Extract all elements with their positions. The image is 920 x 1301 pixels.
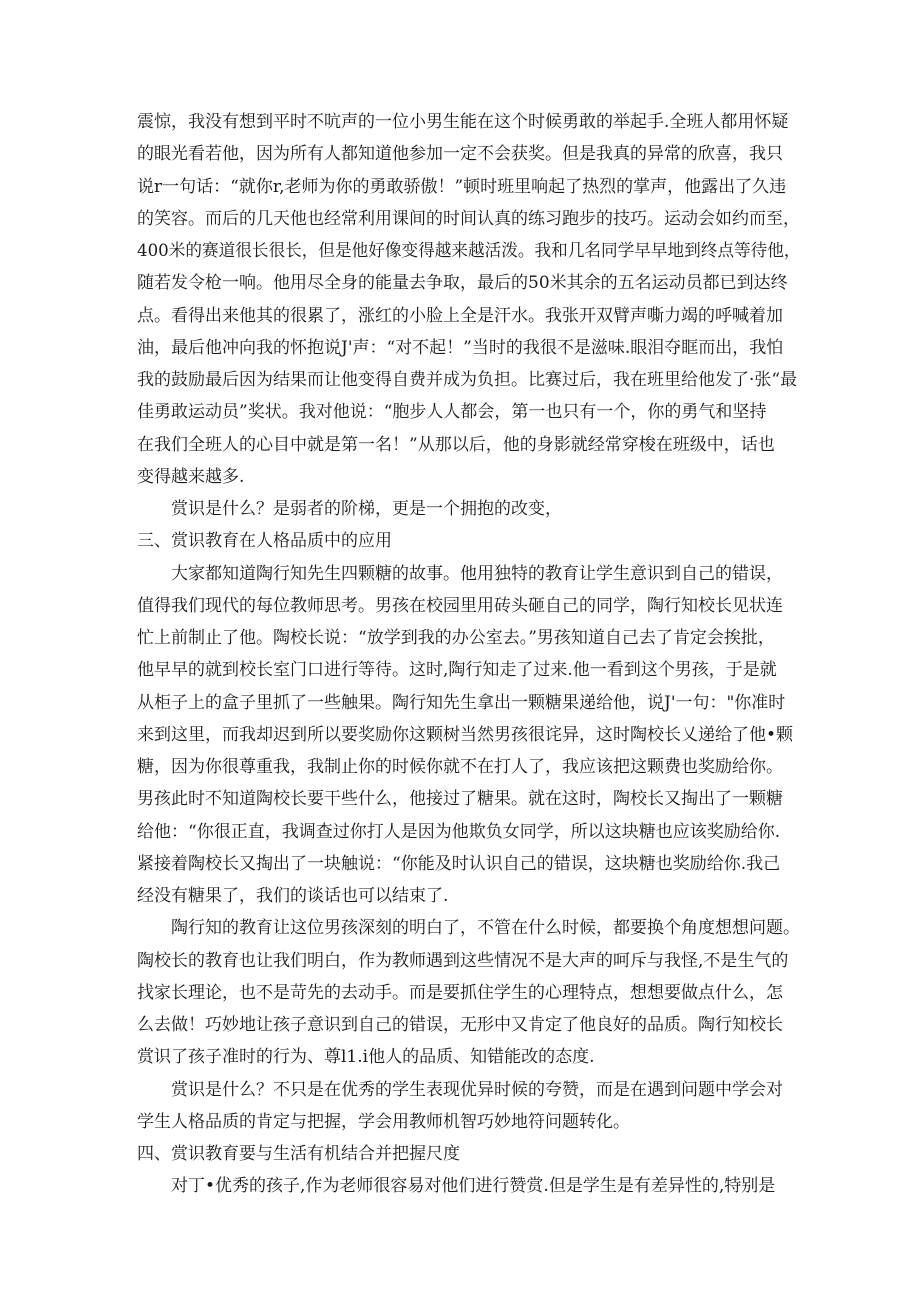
text-line: 赏识是什么？不只是在优秀的学生表现优异时候的夸赞，而是在遇到问题中学会对 <box>171 1079 783 1100</box>
text-line: 赏识了孩子准时的行为、尊l1.i他人的品质、知错能改的态度. <box>137 1047 595 1068</box>
text-line: 说r一句话：“就你r,老师为你的勇敢骄傲！”顿时班里响起了热烈的掌声，他露出了久违 <box>137 176 787 197</box>
text-line: 油，最后他冲向我的怀抱说J'声：“对不起！”当时的我很不是滋味.眼泪夺眶而出，我怕 <box>137 337 784 358</box>
text-line: 他早早的就到校长室门口进行等待。这时,陶行知走了过来.他一看到这个男孩，于是就 <box>137 660 777 681</box>
text-line: 紧接着陶校长又掏出了一块触说：“你能及时认识自己的错误，这块糖也奖励给你.我己 <box>137 853 781 874</box>
text-line: 对丁•优秀的孩子,作为老师很容易对他们进行赞赏.但是学生是有差异性的,特别是 <box>171 1176 776 1197</box>
section-heading <box>137 525 800 557</box>
body-paragraph <box>137 558 800 913</box>
text-line: 的笑容。而后的几天他也经常利用课间的时间认真的练习跑步的技巧。运动会如约而至， <box>137 208 800 229</box>
body-paragraph <box>137 106 800 493</box>
section-heading <box>137 1138 800 1170</box>
text-line: 来到这里，而我却迟到所以要奖励你这颗树当然男孩很诧异，这时陶校长乂递给了他•颗 <box>137 724 794 745</box>
body-paragraph <box>137 1170 800 1202</box>
text-line: 赏识是什么？是弱者的阶梯，更是一个拥抱的改变， <box>171 499 562 519</box>
text-line: 陶行知的教育让这位男孩深刻的明白了，不管在什么时候，都要换个角度想想问题。 <box>171 918 800 939</box>
text-line: 震惊，我没有想到平时不吭声的一位小男生能在这个时候勇敢的举起手.全班人都用怀疑 <box>137 112 789 132</box>
text-line: 经没有糖果了，我们的谈话也可以结束了. <box>137 886 449 906</box>
text-line: 随若发令枪一响。他用尽全身的能量去争取，最后的50米其余的五名运动员都已到达终 <box>137 273 788 294</box>
text-line: 糖，因为你很尊重我，我制止你的时候你就不在打人了，我应该把这颗费也奖励给你。 <box>137 757 783 777</box>
text-line: 四、赏识教育要与生活有机结合并把握尺度 <box>137 1144 460 1164</box>
text-line: 大家都知道陶行知先生四颗糖的故事。他用独特的教育让学生意识到自己的错误， <box>171 563 783 584</box>
text-line: 从柜子上的盒子里抓了一些触果。陶行知先生拿出一颗糖果递给他，说J'一句："你准时 <box>137 692 786 713</box>
text-line: 点。看得出来他其的很累了，涨红的小脸上全是汗水。我张开双臂声嘶力竭的呼喊着加 <box>137 305 783 326</box>
body-paragraph <box>137 912 800 1073</box>
text-line: 陶校长的教育也让我们明白，作为教师遇到这些情况不是大声的呵斥与我怪,不是生气的 <box>137 950 789 971</box>
document-page <box>137 106 800 1203</box>
text-line: 变得越来越多. <box>137 466 245 487</box>
text-line: 的眼光看若他，因为所有人都知道他参加一定不会获奖。但是我真的异常的欣喜，我只 <box>137 144 783 165</box>
text-line: 400米的赛道很长很长，但是他好像变得越来越活泼。我和几名同学早早地到终点等待他， <box>137 241 801 261</box>
text-line: 学生人格品质的肯定与把握，学会用教师机智巧妙地符问题转化。 <box>137 1111 630 1132</box>
text-line: 么去做！巧妙地让孩子意识到自己的错误，无形中又肯定了他良好的品质。陶行知校长 <box>137 1015 783 1035</box>
text-line: 忙上前制止了他。陶校长说：“放学到我的办公室去。”男孩知道自己去了肯定会挨批， <box>137 628 775 648</box>
text-line: 男孩此时不知道陶校长要干些什么，他接过了糖果。就在这时，陶校长又掏出了一颗糖 <box>137 789 783 810</box>
text-line: 在我们全班人的心目中就是第一名！”从那以后，他的身影就经常穿梭在班级中，话也 <box>137 434 775 455</box>
text-line: 找家长理论，也不是苛先的去动手。而是要抓住学生的心理特点，想想要做点什么，怎 <box>137 982 783 1003</box>
text-line: 佳勇敢运动员”奖状。我对他说：“胞步人人都会，第一也只有一个，你的勇气和坚持 <box>137 402 767 423</box>
text-line: 我的鼓励最后因为结果而让他变得自费并成为负担。比赛过后，我在班里给他发了·张“最 <box>137 370 798 390</box>
text-line: 值得我们现代的每位教师思考。男孩在校园里用砖头砸自己的同学，陶行知校长见状连 <box>137 595 783 616</box>
body-paragraph <box>137 493 800 525</box>
body-paragraph <box>137 1074 800 1139</box>
text-line: 三、赏识教育在人格品质中的应用 <box>137 531 392 552</box>
text-line: 给他：“你很正直，我调查过你打人是因为他欺负女同学，所以这块糖也应该奖励给你. <box>137 821 781 842</box>
